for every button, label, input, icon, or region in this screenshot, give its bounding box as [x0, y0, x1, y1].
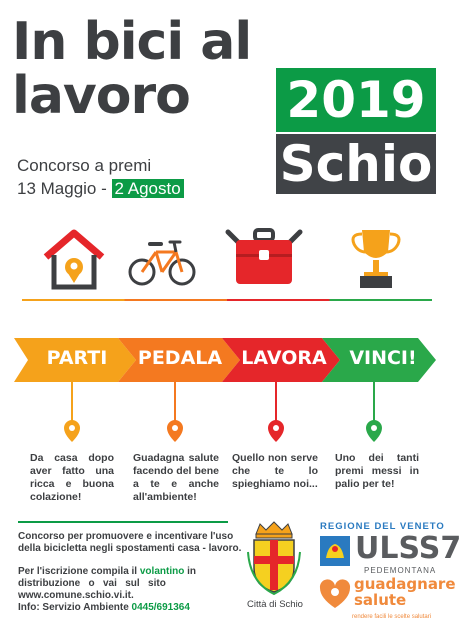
- gs-tagline: rendere facili le scelte salutari: [352, 614, 432, 620]
- bicycle-icon: [128, 234, 196, 290]
- gs-line-2: salute: [354, 591, 407, 609]
- toolbox-icon: [224, 224, 304, 290]
- year-badge: 2019: [276, 68, 436, 132]
- info-line-2: della bicicletta negli spostamenti casa - lavoro.: [18, 543, 242, 554]
- subtitle-dates: [17, 179, 184, 199]
- step-desc-parti: Da casa dopo aver fatto una ricca e buona colazione!: [30, 452, 114, 503]
- info-line-1: Concorso per promuovere e incentivare l'uso: [18, 531, 234, 542]
- info-contact: [18, 602, 190, 614]
- house-pin-icon: [40, 227, 108, 291]
- subtitle-contest: Concorso a premi: [17, 156, 152, 175]
- citta-di-schio-label: Città di Schio: [247, 599, 303, 610]
- title-line-1: In bici al: [12, 12, 252, 72]
- step-desc-vinci: Uno dei tanti premi messi in palio per te!: [335, 452, 419, 490]
- contact-label: Info: Servizio Ambiente: [18, 602, 132, 613]
- step-desc-pedala: Guadagna salute facendo del bene a te e anche all'ambiente!: [133, 452, 219, 503]
- city-badge: Schio: [276, 134, 436, 194]
- connector-line-1: [71, 382, 73, 424]
- info-line-3: [18, 566, 196, 578]
- pin-icon-3: [268, 420, 284, 442]
- veneto-lion-logo: [320, 536, 350, 566]
- step-desc-lavora: Quello non serve che te lo spieghiamo noi...: [232, 452, 318, 490]
- connector-line-2: [174, 382, 176, 424]
- dates-start: 13 Maggio -: [17, 179, 112, 198]
- pin-icon-2: [167, 420, 183, 442]
- volantino-link[interactable]: volantino: [139, 566, 185, 577]
- pin-icon-1: [64, 420, 80, 442]
- step-label-parti: PARTI: [46, 347, 108, 369]
- connector-line-4: [373, 382, 375, 424]
- step-label-pedala: PEDALA: [137, 347, 223, 369]
- title-line-2: lavoro: [12, 66, 190, 126]
- divider-line: [22, 299, 432, 301]
- ulss7-logo-text: ULSS7: [355, 531, 461, 566]
- info-line-3-c: in: [184, 566, 196, 577]
- gs-line-1: guadagnare: [354, 575, 456, 593]
- site-link[interactable]: www.comune.schio.vi.it.: [18, 590, 134, 601]
- contact-phone[interactable]: 0445/691364: [131, 602, 190, 613]
- guadagnare-salute-logo: [354, 576, 456, 608]
- pedemontana-label: PEDEMONTANA: [364, 566, 437, 575]
- schio-crest-logo: [246, 522, 302, 596]
- info-divider: [18, 521, 228, 523]
- step-label-vinci: VINCI!: [349, 347, 417, 369]
- connector-line-3: [275, 382, 277, 424]
- dates-end: 2 Agosto: [112, 179, 184, 198]
- info-line-4: distribuzione o vai sul sito: [18, 578, 166, 589]
- pin-icon-4: [366, 420, 382, 442]
- trophy-icon: [350, 226, 402, 290]
- info-line-3-a: Per l'iscrizione compila il: [18, 566, 140, 577]
- step-label-lavora: LAVORA: [241, 347, 327, 369]
- guadagnare-salute-heart-icon: [318, 578, 352, 610]
- regione-veneto-label: REGIONE DEL VENETO: [320, 521, 445, 532]
